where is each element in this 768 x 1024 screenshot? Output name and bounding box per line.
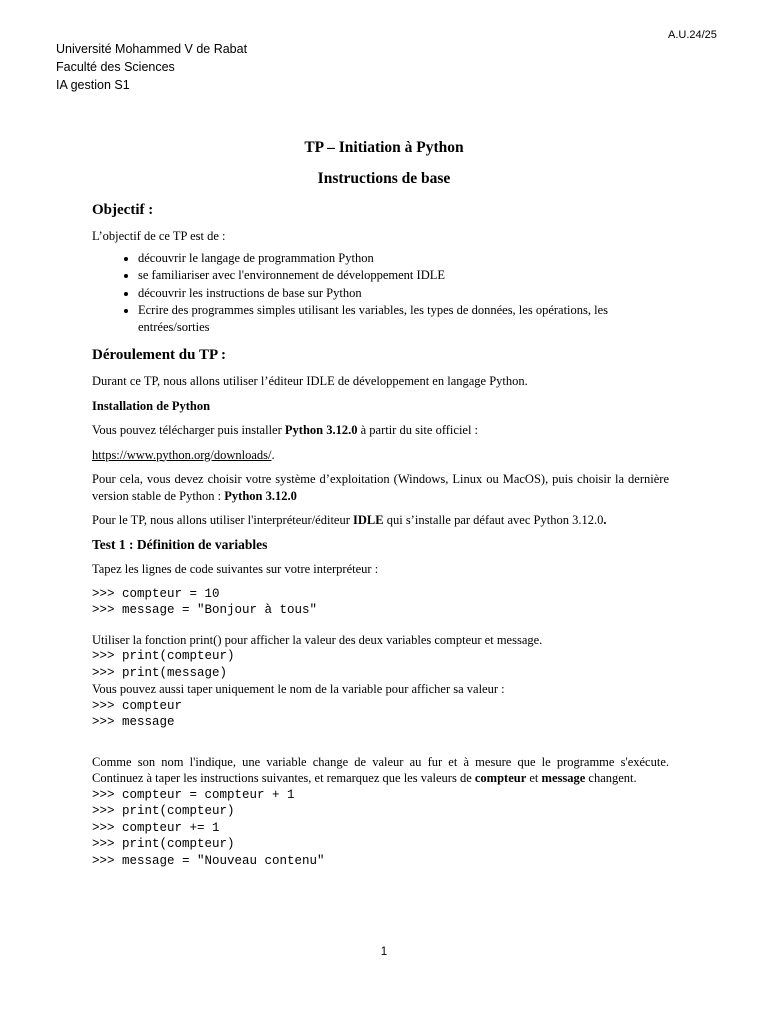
code-line: >>> print(compteur) [92, 837, 235, 851]
list-item: • se familiariser avec l'environnement de développement IDLE [138, 267, 669, 284]
code-line: >>> compteur = 10 [92, 586, 220, 601]
python-version: Python 3.12.0 [284, 423, 358, 437]
code-line: >>> compteur = compteur + 1 [92, 787, 295, 802]
objectif-intro: L’objectif de ce TP est de : [92, 229, 226, 243]
faculty-name: Faculté des Sciences [56, 60, 175, 74]
list-item: • découvrir les instructions de base sur Python [138, 285, 669, 302]
installation-heading: Installation de Python [92, 398, 211, 413]
code-line: >>> print(compteur) [92, 804, 235, 818]
change-paragraph: Comme son nom l'indique, une variable change de valeur au fur et à mesure que le programme s'exécute. Continuez à taper les instructions suivantes, et remarquez que les valeurs de compteur et message changent. [92, 754, 669, 785]
program-name: IA gestion S1 [56, 78, 130, 92]
page-number: 1 [380, 946, 388, 958]
code-line: >>> compteur [92, 698, 183, 713]
code-line: >>> message = "Nouveau contenu" [92, 853, 325, 868]
document-subtitle: Instructions de base [317, 170, 451, 187]
python-download-link[interactable]: https://www.python.org/downloads/ [92, 447, 272, 462]
deroulement-heading: Déroulement du TP : [92, 347, 227, 363]
code-block-3 [92, 698, 669, 731]
deroulement-intro: Durant ce TP, nous allons utiliser l’éditeur IDLE de développement en langage Python. [92, 374, 528, 388]
university-name: Université Mohammed V de Rabat [56, 42, 248, 56]
code-line: >>> print(message) [92, 665, 228, 680]
download-link-line: https://www.python.org/downloads/. [92, 447, 275, 462]
objectif-heading: Objectif : [92, 202, 154, 218]
print-instruction: Utiliser la fonction print() pour afficher la valeur des deux variables compteur et message. [92, 632, 543, 647]
idle-term: IDLE [353, 513, 384, 527]
test1-heading: Test 1 : Définition de variables [92, 536, 268, 552]
download-paragraph: Vous pouvez télécharger puis installer Python 3.12.0 à partir du site officiel : [92, 423, 479, 437]
code-block-1 [92, 586, 669, 619]
python-version: Python 3.12.0 [224, 488, 297, 503]
academic-year: A.U.24/25 [668, 29, 717, 41]
os-paragraph: Pour cela, vous devez choisir votre système d’exploitation (Windows, Linux ou MacOS), puis choisir la dernière version stable de Python : Python 3.12.0 [92, 472, 669, 503]
code-line: >>> print(compteur) [92, 649, 235, 663]
document-title: TP – Initiation à Python [304, 139, 464, 156]
code-block-4 [92, 787, 669, 870]
objectif-list [92, 250, 669, 336]
idle-paragraph: Pour le TP, nous allons utiliser l'interpréteur/éditeur IDLE qui s’installe par défaut avec Python 3.12.0. [92, 513, 607, 527]
document-body [92, 200, 669, 869]
list-item: • Ecrire des programmes simples utilisant les variables, les types de données, les opérations, les entrées/sorties [138, 302, 669, 335]
list-item: • découvrir le langage de programmation Python [138, 250, 669, 267]
test1-intro: Tapez les lignes de code suivantes sur votre interpréteur : [92, 562, 379, 576]
code-line: >>> compteur += 1 [92, 820, 220, 835]
code-block-2 [92, 648, 669, 681]
institution-block [56, 40, 247, 94]
code-line: >>> message = "Bonjour à tous" [92, 603, 318, 617]
name-instruction: Vous pouvez aussi taper uniquement le nom de la variable pour afficher sa valeur : [92, 682, 505, 696]
code-line: >>> message [92, 715, 175, 729]
